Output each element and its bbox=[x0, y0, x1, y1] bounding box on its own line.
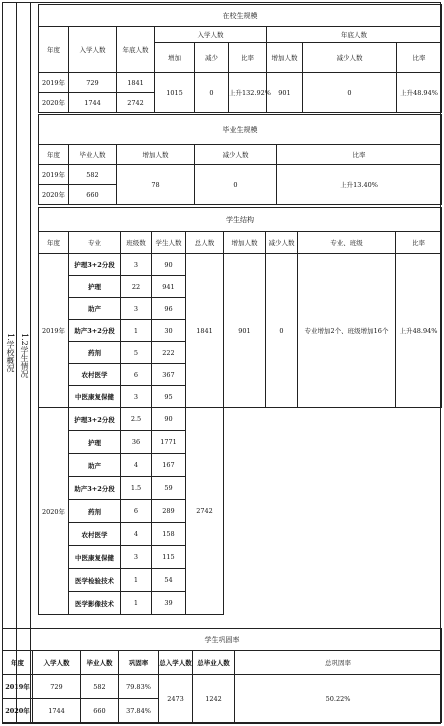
sub-category-label: 1.2学生情况 bbox=[20, 333, 29, 378]
table-cell: 上升132.92% bbox=[229, 73, 267, 113]
students-cell: 167 bbox=[152, 454, 186, 477]
table-cell: 1744 bbox=[69, 93, 117, 113]
students-cell: 95 bbox=[152, 386, 186, 408]
major-cell: 医学影像技术 bbox=[69, 592, 121, 615]
col-yearend: 年底人数 bbox=[117, 27, 155, 73]
col-students: 学生人数 bbox=[152, 232, 186, 254]
students-cell: 90 bbox=[152, 254, 186, 276]
classes-cell: 1 bbox=[121, 320, 152, 342]
students-cell: 1771 bbox=[152, 431, 186, 454]
table-cell: 660 bbox=[69, 185, 117, 205]
table-cell: 729 bbox=[33, 675, 81, 699]
classes-cell: 3 bbox=[121, 386, 152, 408]
major-class-change-cell: 专业增加2个、班级增加16个 bbox=[298, 254, 396, 408]
major-cell: 助产 bbox=[69, 454, 121, 477]
col-grads: 毕业人数 bbox=[69, 145, 117, 165]
classes-cell: 3 bbox=[121, 298, 152, 320]
col-increase: 增加人数 bbox=[117, 145, 195, 165]
decrease-cell: 0 bbox=[266, 254, 298, 408]
col-ratio: 比率 bbox=[396, 232, 442, 254]
col-enroll: 入学人数 bbox=[33, 651, 81, 675]
major-cell: 护理 bbox=[69, 431, 121, 454]
student-structure-table bbox=[38, 207, 442, 615]
classes-cell: 1 bbox=[121, 569, 152, 592]
major-cell: 助产 bbox=[69, 298, 121, 320]
col-decrease: 减少人数 bbox=[266, 232, 298, 254]
table-cell: 729 bbox=[69, 73, 117, 93]
graduate-scale-title: 毕业生规模 bbox=[39, 115, 442, 145]
table-cell: 0 bbox=[195, 165, 277, 205]
increase-cell: 901 bbox=[224, 254, 266, 408]
year-2019-cell: 2019年 bbox=[39, 254, 69, 408]
col-total-enroll: 总入学人数 bbox=[159, 651, 193, 675]
major-cell: 药剂 bbox=[69, 342, 121, 364]
enrollment-scale-title: 在校生规模 bbox=[39, 5, 442, 27]
students-cell: 367 bbox=[152, 364, 186, 386]
enrollment-scale-table bbox=[38, 4, 442, 113]
col-increase: 增加人数 bbox=[224, 232, 266, 254]
students-cell: 941 bbox=[152, 276, 186, 298]
table-cell: 582 bbox=[69, 165, 117, 185]
table-cell: 2019年 bbox=[39, 165, 69, 185]
major-cell: 护理3+2分段 bbox=[69, 254, 121, 276]
major-cell: 助产3+2分段 bbox=[69, 477, 121, 500]
classes-cell: 3 bbox=[121, 546, 152, 569]
student-structure-title: 学生结构 bbox=[39, 208, 442, 232]
students-cell: 59 bbox=[152, 477, 186, 500]
table-cell: 79.83% bbox=[119, 675, 159, 699]
classes-cell: 1.5 bbox=[121, 477, 152, 500]
col-decrease-count: 减少人数 bbox=[303, 43, 397, 73]
classes-cell: 4 bbox=[121, 523, 152, 546]
col-year: 年度 bbox=[39, 145, 69, 165]
col-total-rate: 总巩固率 bbox=[235, 651, 442, 675]
year-2020-cell: 2020年 bbox=[39, 408, 69, 615]
col-major: 专业 bbox=[69, 232, 121, 254]
table-cell: 2019年 bbox=[3, 675, 33, 699]
table-cell: 1744 bbox=[33, 699, 81, 723]
rows-2019 bbox=[39, 254, 442, 408]
major-cell: 中医康复保健 bbox=[69, 546, 121, 569]
table-cell: 50.22% bbox=[235, 675, 442, 723]
major-cell: 助产3+2分段 bbox=[69, 320, 121, 342]
rows-2020 bbox=[39, 408, 442, 615]
table-cell: 1242 bbox=[193, 675, 235, 723]
col-enroll: 入学人数 bbox=[69, 27, 117, 73]
classes-cell: 6 bbox=[121, 364, 152, 386]
col-enroll-group: 入学人数 bbox=[155, 27, 267, 43]
students-cell: 115 bbox=[152, 546, 186, 569]
table-cell: 1015 bbox=[155, 73, 195, 113]
col-classes: 班级数 bbox=[121, 232, 152, 254]
col-year: 年度 bbox=[3, 651, 33, 675]
col-increase-count: 增加人数 bbox=[267, 43, 303, 73]
graduate-scale-table bbox=[38, 114, 442, 205]
col-year: 年度 bbox=[39, 232, 69, 254]
main-category-label: 1.学校概况 bbox=[6, 333, 15, 373]
table-cell: 78 bbox=[117, 165, 195, 205]
table-cell: 1841 bbox=[117, 73, 155, 93]
table-cell: 2020年 bbox=[39, 185, 69, 205]
col-increase: 增加 bbox=[155, 43, 195, 73]
students-cell: 96 bbox=[152, 298, 186, 320]
col-yearend-group: 年底人数 bbox=[267, 27, 442, 43]
classes-cell: 1 bbox=[121, 592, 152, 615]
table-cell: 582 bbox=[81, 675, 119, 699]
table-cell: 2019年 bbox=[39, 73, 69, 93]
students-cell: 30 bbox=[152, 320, 186, 342]
table-cell: 0 bbox=[303, 73, 397, 113]
students-cell: 222 bbox=[152, 342, 186, 364]
classes-cell: 3 bbox=[121, 254, 152, 276]
students-cell: 39 bbox=[152, 592, 186, 615]
col-total: 总人数 bbox=[186, 232, 224, 254]
col-year: 年度 bbox=[39, 27, 69, 73]
major-cell: 中医康复保健 bbox=[69, 386, 121, 408]
major-cell: 药剂 bbox=[69, 500, 121, 523]
table-cell: 上升48.94% bbox=[397, 73, 442, 113]
ratio-cell: 上升48.94% bbox=[396, 254, 442, 408]
classes-cell: 5 bbox=[121, 342, 152, 364]
retention-title: 学生巩固率 bbox=[3, 629, 442, 651]
col-ratio2: 比率 bbox=[397, 43, 442, 73]
col-rate: 巩固率 bbox=[119, 651, 159, 675]
students-cell: 54 bbox=[152, 569, 186, 592]
classes-cell: 22 bbox=[121, 276, 152, 298]
major-cell: 护理3+2分段 bbox=[69, 408, 121, 431]
table-cell: 660 bbox=[81, 699, 119, 723]
col-ratio: 比率 bbox=[229, 43, 267, 73]
col-decrease: 减少 bbox=[195, 43, 229, 73]
students-cell: 158 bbox=[152, 523, 186, 546]
col-grads: 毕业人数 bbox=[81, 651, 119, 675]
col-ratio: 比率 bbox=[277, 145, 442, 165]
classes-cell: 36 bbox=[121, 431, 152, 454]
major-cell: 农村医学 bbox=[69, 364, 121, 386]
students-cell: 289 bbox=[152, 500, 186, 523]
table-cell: 0 bbox=[195, 73, 229, 113]
major-cell: 医学检验技术 bbox=[69, 569, 121, 592]
table-cell: 2020年 bbox=[3, 699, 33, 723]
table-cell: 2473 bbox=[159, 675, 193, 723]
retention-table bbox=[2, 628, 442, 723]
total-2019-cell: 1841 bbox=[186, 254, 224, 408]
students-cell: 90 bbox=[152, 408, 186, 431]
classes-cell: 4 bbox=[121, 454, 152, 477]
classes-cell: 6 bbox=[121, 500, 152, 523]
classes-cell: 2.5 bbox=[121, 408, 152, 431]
total-2020-cell: 2742 bbox=[186, 408, 224, 615]
table-cell: 37.84% bbox=[119, 699, 159, 723]
table-cell: 上升13.40% bbox=[277, 165, 442, 205]
col-major-class: 专业、班级 bbox=[298, 232, 396, 254]
table-cell: 2020年 bbox=[39, 93, 69, 113]
col-total-grads: 总毕业人数 bbox=[193, 651, 235, 675]
table-cell: 2742 bbox=[117, 93, 155, 113]
major-cell: 护理 bbox=[69, 276, 121, 298]
major-cell: 农村医学 bbox=[69, 523, 121, 546]
col-decrease: 减少人数 bbox=[195, 145, 277, 165]
table-cell: 901 bbox=[267, 73, 303, 113]
